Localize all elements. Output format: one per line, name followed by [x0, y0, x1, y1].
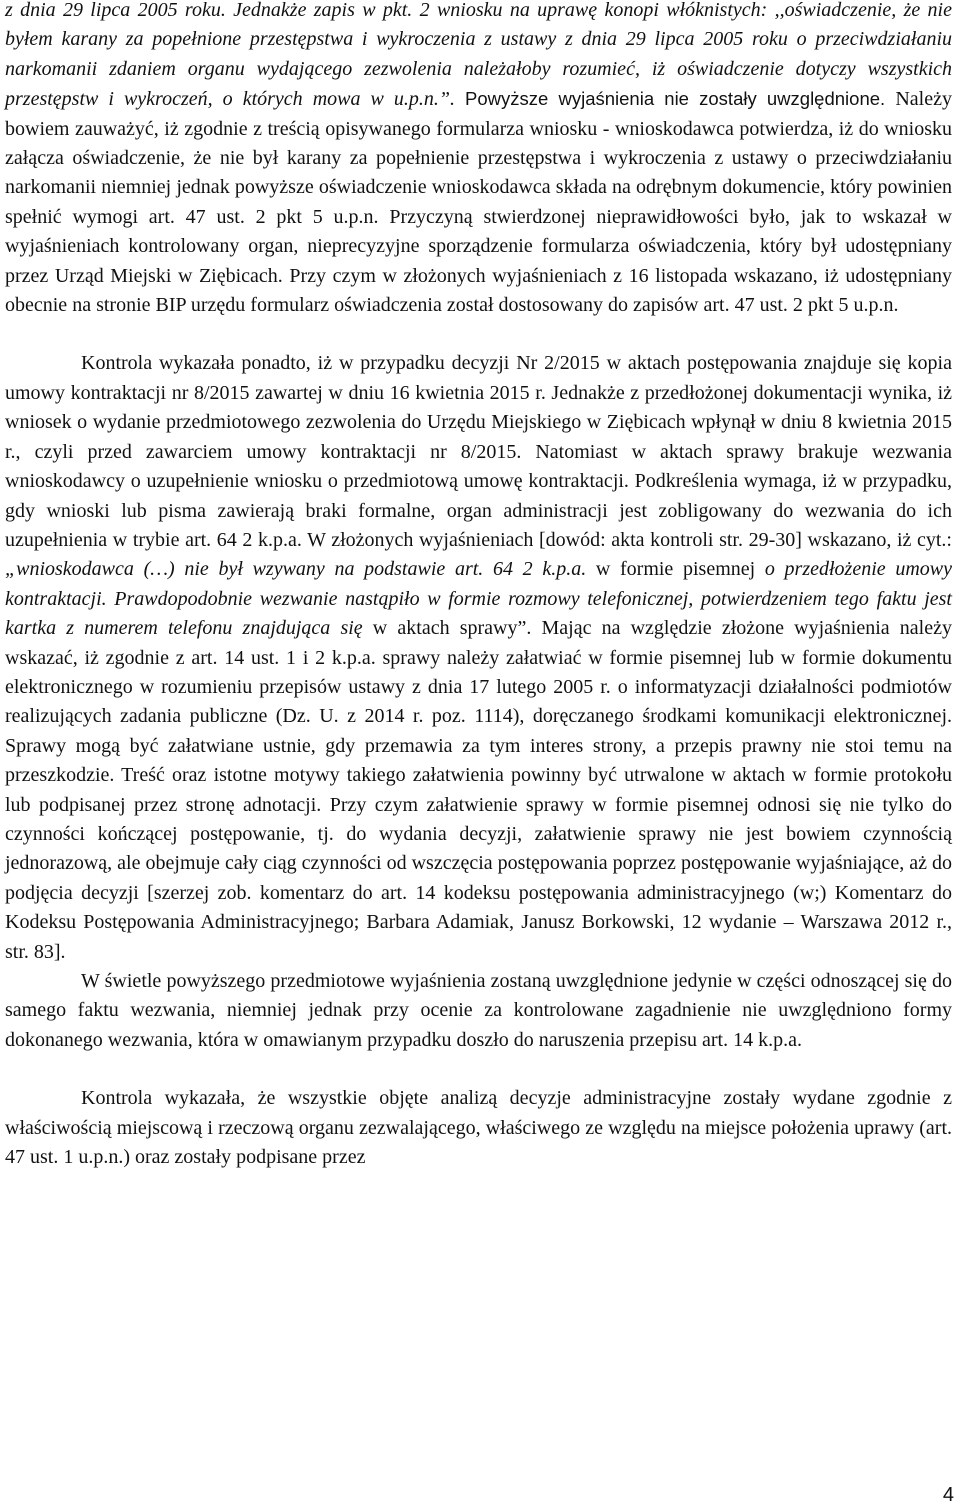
- paragraph-contract-finding: [5, 349, 952, 967]
- paragraph-statement-explanation: [5, 0, 952, 320]
- document-page: [5, 0, 952, 1172]
- paragraph-body-text: Należy bowiem zauważyć, iż zgodnie z treścią opisywanego formularza wniosku - wnioskodawca potwierdza, iż do wniosku załącza oświadczenie, że nie był karany za popełnienie przestępstwa i wykroczenia z ustawy o przeciwdziałaniu narkomanii niemniej jednak powyższe oświadczenie wnioskodawca składa na odrębnym dokumencie, który powinien spełnić wymogi art. 47 ust. 2 pkt 5 u.p.n. Przyczyną stwierdzonej nieprawidłowości było, jak to wskazał w wyjaśnieniach kontrolowany organ, nieprecyzyjne sporządzenie formularza oświadczenia, który był udostępniany przez Urząd Miejski w Ziębicach. Przy czym w złożonych wyjaśnieniach z 16 listopada wskazano, iż udostępniany obecnie na stronie BIP urzędu formularz oświadczenia został dostosowany do zapisów art. 47 ust. 2 pkt 5 u.p.n.: [5, 88, 952, 317]
- quoted-explanation-text: z dnia 29 lipca 2005 roku. Jednakże zapis w pkt. 2 wniosku na uprawę konopi włóknistych: ,,oświadczenie, że nie byłem karany za popełnione przestępstwa i wykroczenia z ustawy z dnia 29 lipca 2005 roku o przeciwdziałaniu narkomanii zdaniem organu wydającego zezwolenia należałoby rozumieć, iż oświadczenie dotyczy wszystkich przestępstw i wykroczeń, o których mowa w u.p.n.”.: [5, 0, 952, 111]
- paragraph-conclusion: W świetle powyższego przedmiotowe wyjaśnienia zostaną uwzględnione jedynie w części odnoszącej się do samego faktu wezwania, niemniej jednak przy ocenie za kontrolowane zagadnienie nie uwzględniono formy dokonanego wezwania, która w omawianym przypadku doszło do naruszenia przepisu art. 14 k.p.a.: [5, 970, 952, 1051]
- explanations-not-accepted-text: Powyższe wyjaśnienia nie zostały uwzględnione.: [465, 88, 896, 110]
- quoted-citation-text: o przedłożenie umowy kontraktacji. Prawdopodobnie wezwanie nastąpiło w formie rozmowy telefonicznej, potwierdzeniem tego faktu jest kartka z numerem telefonu znajdująca się: [5, 558, 952, 640]
- page-number: 4: [942, 1484, 954, 1506]
- paragraph-body-text: w formie pisemnej: [586, 558, 765, 581]
- paragraph-body-text: Kontrola wykazała ponadto, iż w przypadku decyzji Nr 2/2015 w aktach postępowania znajduje się kopia umowy kontraktacji nr 8/2015 zawartej w dniu 16 kwietnia 2015 r. Jednakże z przedłożonej dokumentacji wynika, iż wniosek o wydanie przedmiotowego zezwolenia do Urzędu Miejskiego w Ziębicach wpłynął w dniu 8 kwietnia 2015 r., czyli przed zawarciem umowy kontraktacji nr 8/2015. Natomiast w aktach sprawy brakuje wezwania wnioskodawcy o uzupełnienie wniosku o przedmiotową umowę kontraktacji. Podkreślenia wymaga, iż w przypadku, gdy wnioski lub pisma zawierają braki formalne, organ administracji jest zobligowany do wezwania do ich uzupełnienia w trybie art. 64 2 k.p.a. W złożonych wyjaśnieniach [dowód: akta kontroli str. 29-30] wskazano, iż cyt.:: [5, 352, 952, 551]
- quoted-citation-text: „wnioskodawca (…) nie był wzywany na podstawie art. 64 2 k.p.a.: [5, 558, 587, 581]
- paragraph-body-text: w aktach sprawy”. Mając na względzie złożone wyjaśnienia należy wskazać, iż zgodnie z art. 14 ust. 1 i 2 k.p.a. sprawy należy załatwiać w formie pisemnej lub w formie dokumentu elektronicznego w rozumieniu przepisów ustawy z dnia 17 lutego 2005 r. o informatyzacji działalności podmiotów realizujących zadania publiczne (Dz. U. z 2014 r. poz. 1114), doręczanego środkami komunikacji elektronicznej. Sprawy mogą być załatwiane ustnie, gdy przemawia za tym interes strony, a przepis prawny nie stoi temu na przeszkodzie. Treść oraz istotne motywy takiego załatwienia powinny być utrwalone w aktach w formie protokołu lub podpisanej przez stronę adnotacji. Przy czym załatwienie sprawy w formie pisemnej odnosi się nie tylko do czynności kończącej postępowanie, tj. do wydania decyzji, załatwienie sprawy nie jest bowiem czynnością jednorazową, ale obejmuje cały ciąg czynności od wszczęcia postępowania poprzez postępowanie wyjaśniające, aż do podjęcia decyzji [szerzej zob. komentarz do art. 14 kodeksu postępowania administracyjnego (w;) Komentarz do Kodeksu Postępowania Administracyjnego; Barbara Adamiak, Janusz Borkowski, 12 wydanie – Warszawa 2012 r., str. 83].: [5, 617, 952, 963]
- paragraph-decisions-compliance: Kontrola wykazała, że wszystkie objęte analizą decyzje administracyjne zostały wydane zgodnie z właściwością miejscową i rzeczową organu zezwalającego, właściwego ze względu na miejsce położenia uprawy (art. 47 ust. 1 u.p.n.) oraz zostały podpisane przez: [5, 1087, 952, 1169]
